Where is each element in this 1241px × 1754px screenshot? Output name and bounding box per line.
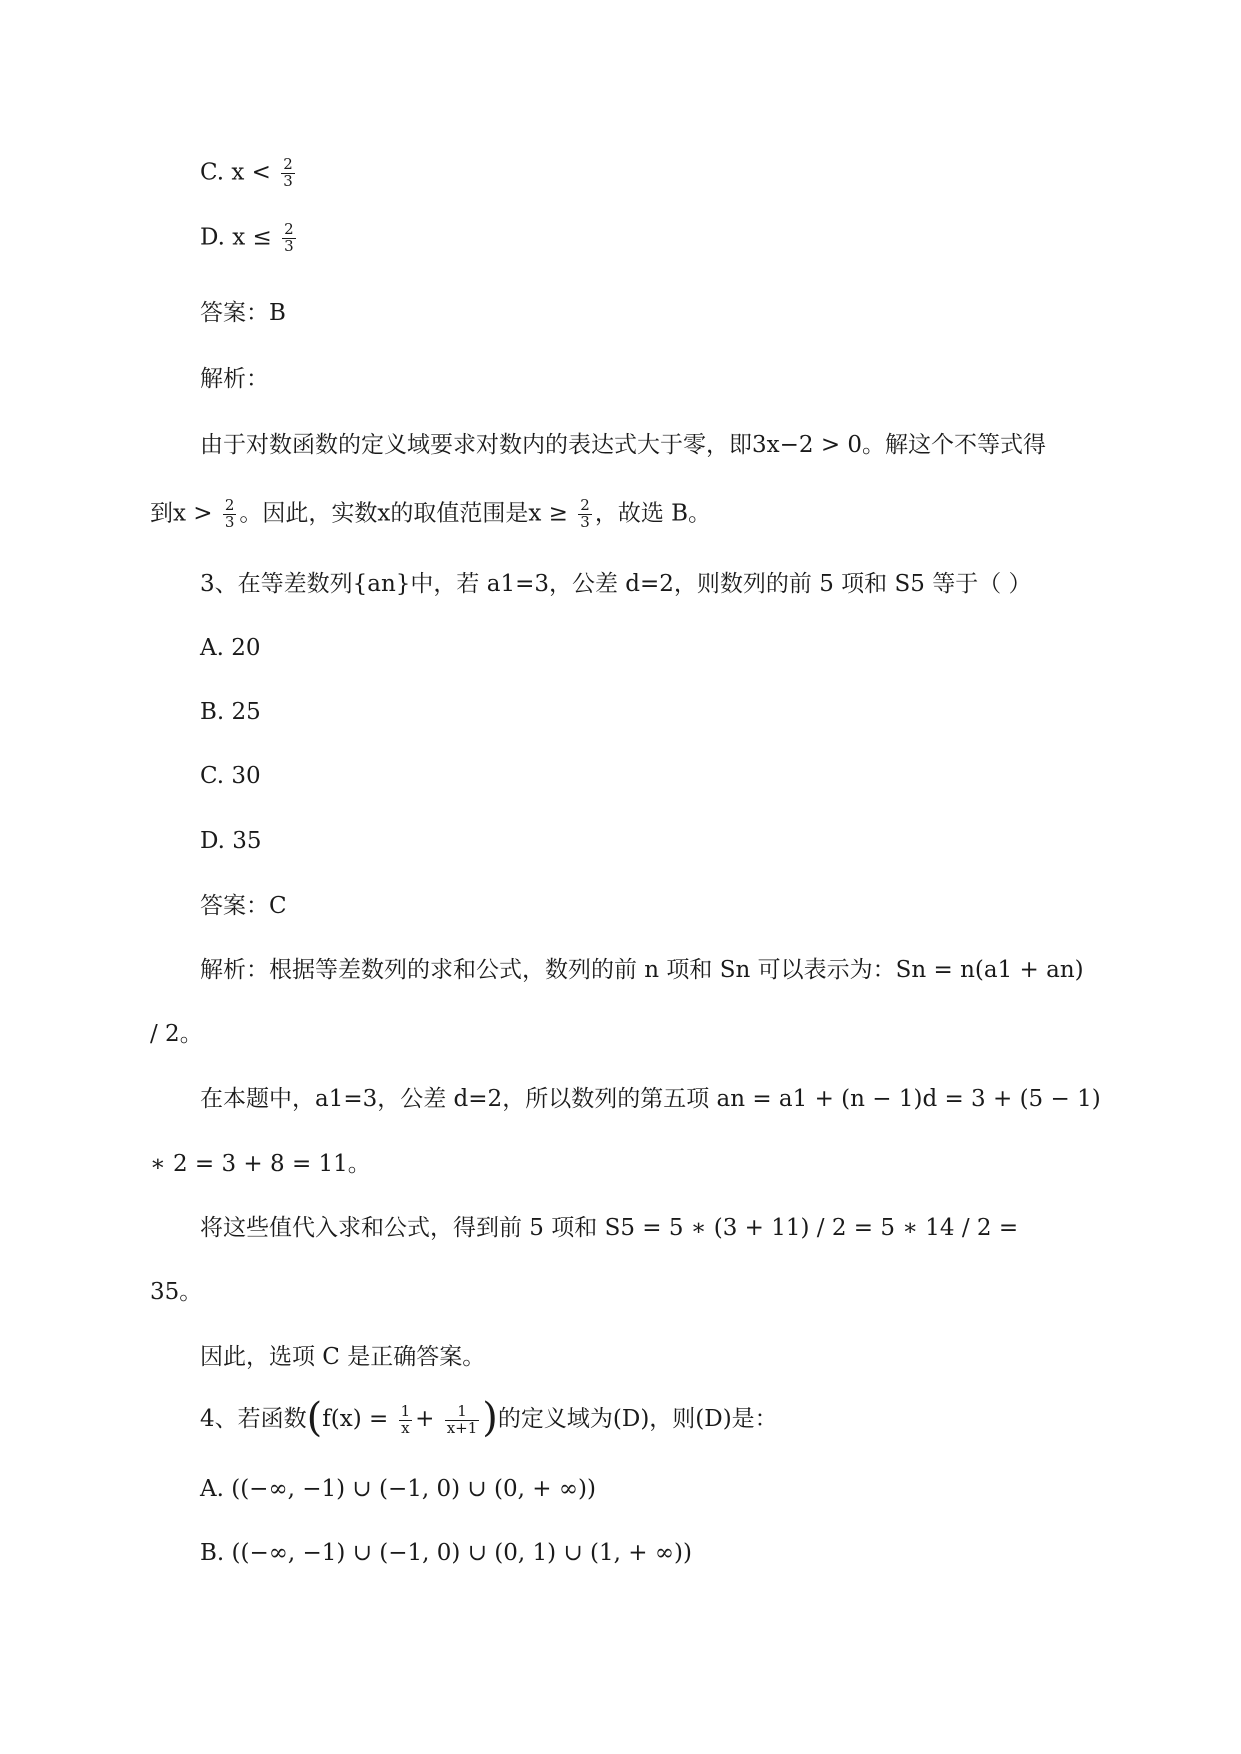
option-d-text: D. x ≤: [200, 224, 272, 251]
q3-stem: 3、在等差数列{an}中，若 a1=3，公差 d=2，则数列的前 5 项和 S5 等于（ ）: [200, 571, 1032, 597]
fraction-one-over-x: $\frac{1}{x}$: [400, 1401, 411, 1437]
q2-explanation-line1: 由于对数函数的定义域要求对数内的表达式大于零，即3x−2 > 0。解这个不等式得: [200, 432, 1047, 458]
q3-sum-line1: 将这些值代入求和公式，得到前 5 项和 S5 = 5 ∗ (3 + 11) / 2 = 5 ∗ 14 / 2 =: [200, 1215, 1019, 1241]
fraction-one-over-x-plus-one: $\frac{1}{x+1}$: [446, 1401, 478, 1437]
q3-step-line2: ∗ 2 = 3 + 8 = 11。: [150, 1151, 371, 1177]
q2-answer: 答案：B: [200, 300, 286, 326]
function-f-of-x: f(x) =: [322, 1406, 389, 1432]
q3-option-b: B. 25: [200, 699, 261, 725]
fraction-two-thirds: $\frac{2}{3}$: [224, 496, 235, 531]
q4-option-b: B. ((−∞, −1) ∪ (−1, 0) ∪ (0, 1) ∪ (1, + ∞)): [200, 1540, 692, 1566]
q2-analysis-label: 解析：: [200, 366, 269, 392]
q3-analysis-line2: / 2。: [150, 1021, 203, 1047]
right-paren: ): [482, 1395, 498, 1441]
q2-option-d: [200, 222, 299, 255]
q2-explanation-line2: 到x > $\frac{2}{3}$ 。因此，实数x的取值范围是x ≥ $\frac{2}{3}$ ，故选 B。: [150, 496, 712, 531]
q4-stem: 4、若函数(f(x) = $\frac{1}{x}$ + $\frac{1}{x+1}$ )的定义域为(D)，则(D)是：: [200, 1395, 778, 1441]
q3-option-a: A. 20: [200, 635, 261, 661]
fraction-two-thirds: $\frac{2}{3}$: [580, 496, 590, 531]
fraction-two-thirds: $\frac{2}{3}$: [284, 220, 294, 255]
q3-answer: 答案：C: [200, 893, 287, 919]
option-c-text: C. x <: [200, 159, 271, 186]
q4-option-a: A. ((−∞, −1) ∪ (−1, 0) ∪ (0, + ∞)): [200, 1476, 596, 1502]
q3-sum-line2: 35。: [150, 1279, 203, 1305]
q3-analysis-line1: 解析：根据等差数列的求和公式，数列的前 n 项和 Sn 可以表示为：Sn = n(a1 + an): [200, 957, 1084, 983]
left-paren: (: [306, 1395, 323, 1441]
q3-option-d: D. 35: [200, 828, 262, 854]
q3-option-c: C. 30: [200, 763, 261, 789]
q3-conclusion: 因此，选项 C 是正确答案。: [200, 1344, 486, 1370]
q3-step-line1: 在本题中，a1=3，公差 d=2，所以数列的第五项 an = a1 + (n − 1)d = 3 + (5 − 1): [200, 1086, 1101, 1112]
fraction-two-thirds: $\frac{2}{3}$: [283, 155, 293, 190]
q2-option-c: [200, 157, 298, 190]
